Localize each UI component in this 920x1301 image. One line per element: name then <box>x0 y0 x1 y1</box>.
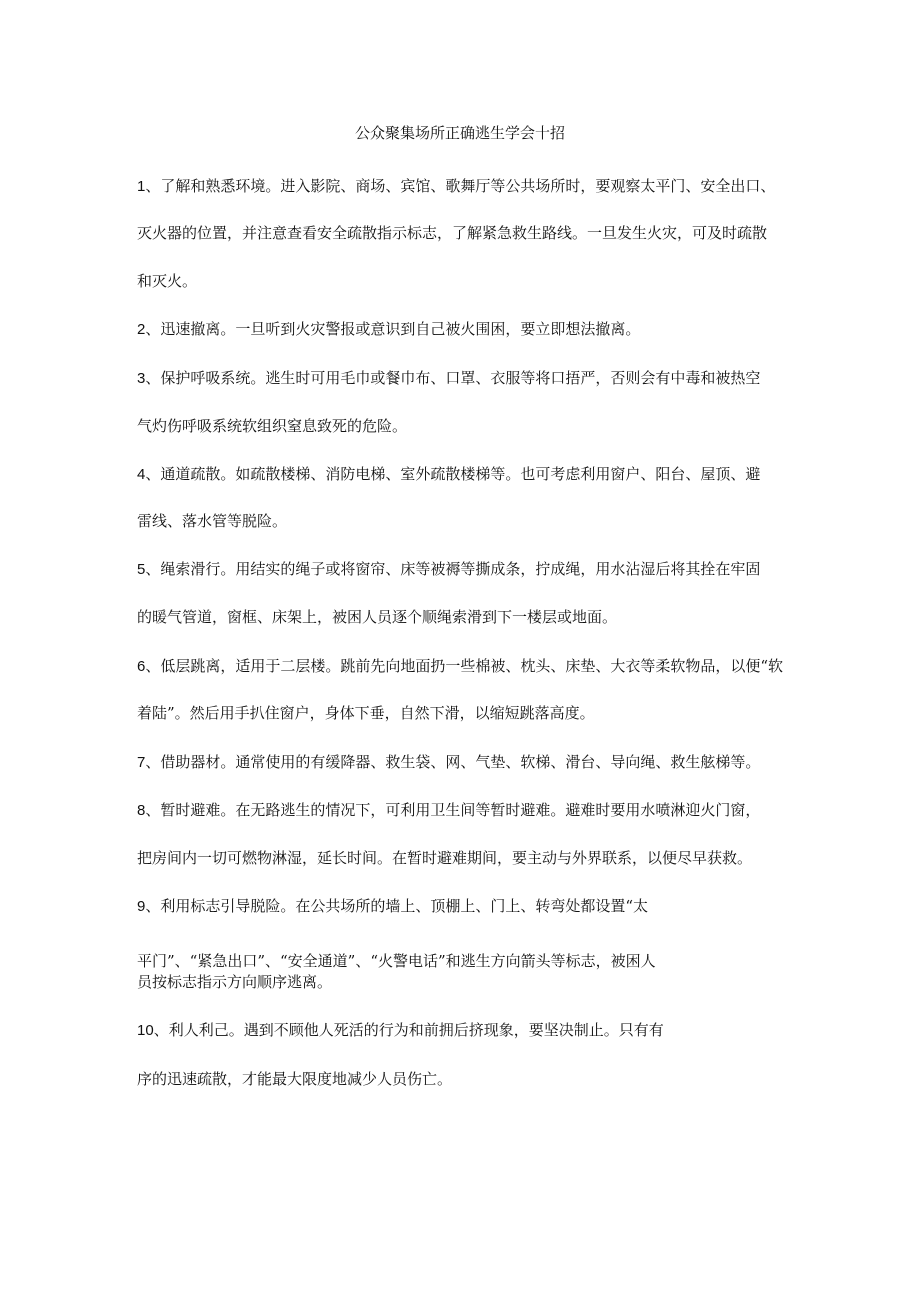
item-5-line-1 <box>137 558 760 581</box>
item-text: 、利用标志引导脱险。在公共场所的墙上、顶棚上、门上、转弯处都设置“太 <box>145 897 649 915</box>
item-6-line-1 <box>137 655 783 678</box>
item-number: 8 <box>137 802 146 819</box>
item-number: 4 <box>137 466 146 483</box>
item-3-line-1 <box>137 367 760 390</box>
item-10-line-2: 序的迅速疏散，才能最大限度地减少人员伤亡。 <box>137 1070 453 1088</box>
item-1-line-3: 和灭火。 <box>137 272 198 290</box>
item-text: 、保护呼吸系统。逃生时可用毛巾或餐巾布、口罩、衣服等将口捂严，否则会有中毒和被热空 <box>145 369 761 387</box>
item-9-line-1 <box>137 895 648 918</box>
item-9-line-3: 员按标志指示方向顺序逃离。 <box>137 973 333 991</box>
item-number: 10 <box>137 1022 154 1039</box>
item-text: 、了解和熟悉环境。进入影院、商场、宾馆、歌舞厅等公共场所时，要观察太平门、安全出口、 <box>145 177 776 195</box>
item-text: 、暂时避难。在无路逃生的情况下，可利用卫生间等暂时避难。避难时要用水喷淋迎火门窗， <box>145 801 761 819</box>
item-number: 2 <box>137 321 146 338</box>
item-10-line-1 <box>137 1019 664 1042</box>
item-4-line-1 <box>137 463 760 486</box>
item-9-line-2: 平门”、“紧急出口”、“安全通道”、“火警电话”和逃生方向箭头等标志，被困人 <box>137 952 656 970</box>
item-4-line-2: 雷线、落水管等脱险。 <box>137 512 288 530</box>
item-5-line-2: 的暖气管道，窗框、床架上，被困人员逐个顺绳索滑到下一楼层或地面。 <box>137 608 618 626</box>
item-3-line-2: 气灼伤呼吸系统软组织窒息致死的危险。 <box>137 417 408 435</box>
document-title: 公众聚集场所正确逃生学会十招 <box>354 124 565 142</box>
item-text: 、低层跳离，适用于二层楼。跳前先向地面扔一些棉被、枕头、床垫、大衣等柔软物品，以便“软 <box>145 657 784 675</box>
item-8-line-1 <box>137 799 760 822</box>
item-number: 3 <box>137 370 146 387</box>
item-8-line-2: 把房间内一切可燃物淋湿，延长时间。在暂时避难期间，要主动与外界联系，以便尽早获救。 <box>137 849 753 867</box>
item-text: 、绳索滑行。用结实的绳子或将窗帘、床等被褥等撕成条，拧成绳，用水沾湿后将其拴在牢固 <box>145 560 761 578</box>
item-number: 5 <box>137 561 146 578</box>
item-6-line-2: 着陆”。然后用手扒住窗户，身体下垂，自然下滑，以缩短跳落高度。 <box>137 704 595 722</box>
item-1-line-2: 灭火器的位置，并注意查看安全疏散指示标志，了解紧急救生路线。一旦发生火灾，可及时疏散 <box>137 224 768 242</box>
item-number: 9 <box>137 898 146 915</box>
item-text: 、借助器材。通常使用的有缓降器、救生袋、网、气垫、软梯、滑台、导向绳、救生舷梯等。 <box>145 753 761 771</box>
item-1-line-1 <box>137 175 775 198</box>
item-number: 1 <box>137 178 146 195</box>
item-7-line-1 <box>137 751 760 774</box>
item-text: 、通道疏散。如疏散楼梯、消防电梯、室外疏散楼梯等。也可考虑利用窗户、阳台、屋顶、避 <box>145 465 761 483</box>
item-number: 7 <box>137 754 146 771</box>
item-2-line-1 <box>137 318 640 341</box>
item-number: 6 <box>137 658 146 675</box>
item-text: 、迅速撤离。一旦听到火灾警报或意识到自己被火围困，要立即想法撤离。 <box>145 320 641 338</box>
item-text: 、利人利己。遇到不顾他人死活的行为和前拥后挤现象，要坚决制止。只有有 <box>153 1021 664 1039</box>
